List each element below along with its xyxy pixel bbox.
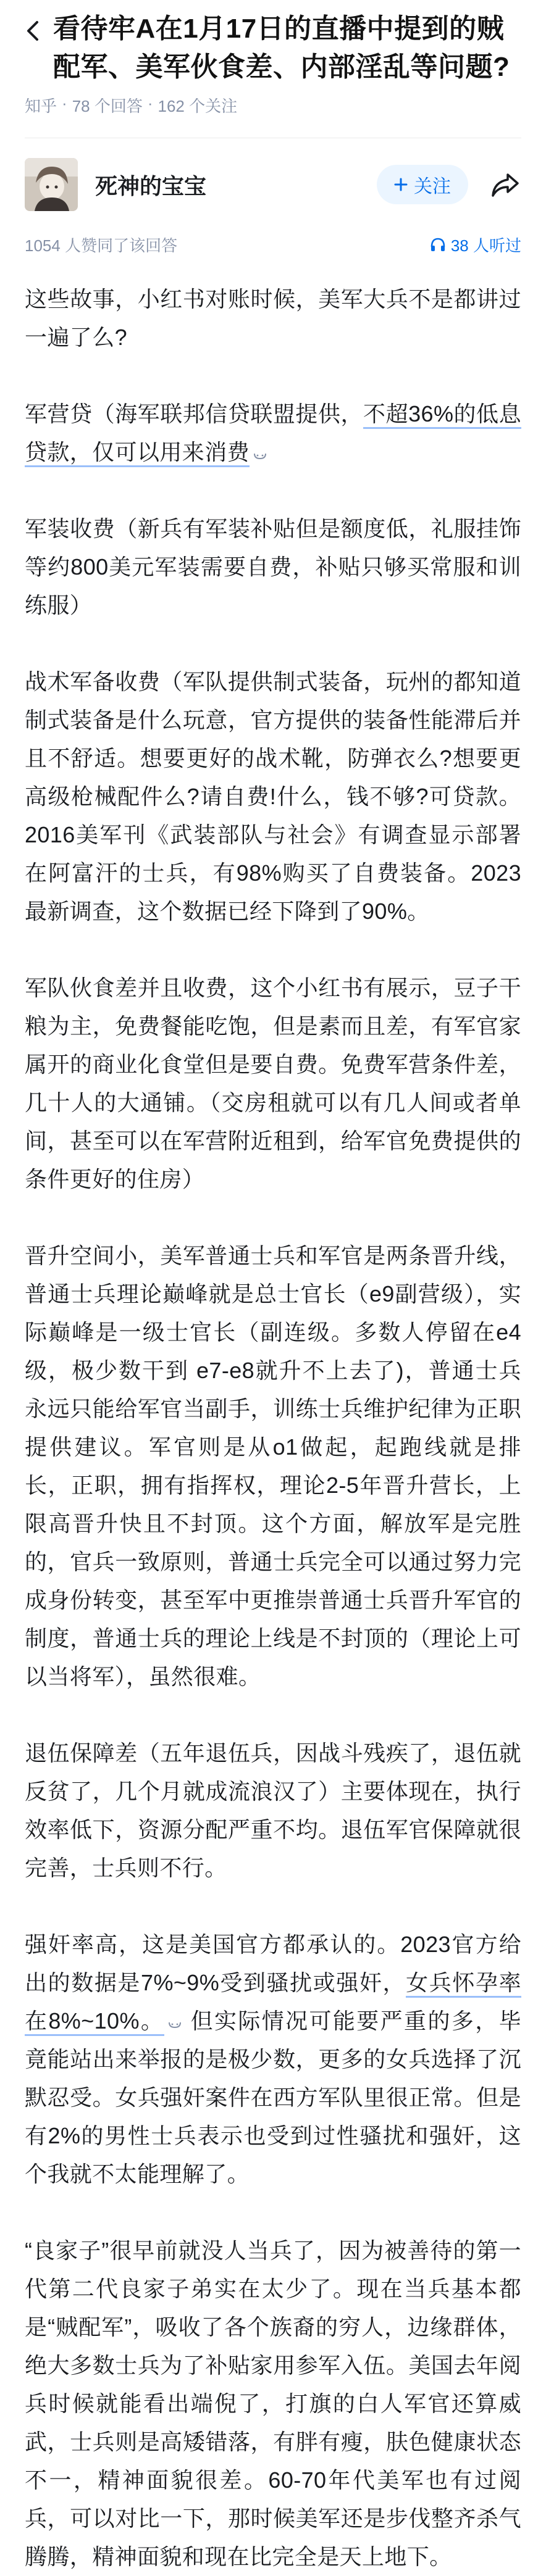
avatar-image-icon: [25, 158, 78, 211]
paragraph-3: 军装收费（新兵有军装补贴但是额度低，礼服挂饰等约800美元军装需要自费，补贴只够买常服和训练服）: [25, 516, 521, 618]
paragraph-6: 晋升空间小，美军普通士兵和军官是两条晋升线，普通士兵理论巅峰就是总士官长（e9副营级），实际巅峰是一级士官长（副连级。多数人停留在e4级，极少数干到 e7-e8就升不上去了)，普通士兵永远只能给军官当副手，训练士兵维护纪律为正职提供建议。军官则是从o1做起，起跑线就是排长，正职，拥有指挥权，理论2-5年晋升营长，上限高晋升快且不封顶。这个方面，解放军是完胜的，官兵一致原则，普通士兵完全可以通过努力完成身份转变，甚至军中更推崇普通士兵晋升军官的制度，普通士兵的理论上线是不封顶的（理论上可以当将军），虽然很难。: [25, 1243, 521, 1689]
paragraph-5: 军队伙食差并且收费，这个小红书有展示，豆子干粮为主，免费餐能吃饱，但是素而且差，有军官家属开的商业化食堂但是要自费。免费军营条件差，几十人的大通铺。（交房租就可以有几人间或者单间，甚至可以在军营附近租到，给军官免费提供的条件更好的住房）: [25, 975, 521, 1192]
paragraph-text: 强奸率高，这是美国官方都承认的。2023官方给出的数据是7%~9%受到骚扰或强奸，: [25, 1932, 521, 1995]
author-row: [0, 138, 546, 231]
plus-icon: [394, 178, 408, 191]
question-title[interactable]: 看待牢A在1月17日的直播中提到的贼配军、美军伙食差、内部淫乱等问题?: [53, 14, 510, 82]
answer-content: [0, 258, 546, 2576]
paragraph-4: 战术军备收费（军队提供制式装备，玩州的都知道制式装备是什么玩意，官方提供的装备性能滞后并且不舒适。想要更好的战术靴，防弹衣么?想要更高级枪械配件么?请自费!什么，钱不够?可贷款。2016美军刊《武装部队与社会》有调查显示部署在阿富汗的士兵，有98%购买了自费装备。2023最新调查，这个数据已经下降到了90%。: [25, 669, 521, 924]
meta-separator: ·: [62, 94, 67, 112]
follower-count: 162 个关注: [158, 97, 238, 115]
upvote-count: 1054 人赞同了该回答: [25, 236, 178, 255]
citation-icon[interactable]: [252, 450, 268, 461]
highlighted-text[interactable]: 不超36%的低息贷款，仅可以用来消费: [25, 401, 521, 467]
paragraph-2: [25, 395, 521, 472]
meta-separator: ·: [147, 94, 153, 112]
share-icon[interactable]: [489, 168, 521, 201]
chevron-left-icon[interactable]: [25, 19, 41, 43]
citation-icon[interactable]: [167, 2019, 183, 2030]
paragraph-text: 但实际情况可能要严重的多，毕竟能站出来举报的是极少数，更多的女兵选择了沉默忍受。女兵强奸案件在西方军队里很正常。但是有2%的男性士兵表示也受到过性骚扰和强奸，这个我就不太能理解了。: [25, 2008, 521, 2187]
paragraph-text: 军营贷（海军联邦信贷联盟提供，: [25, 401, 364, 426]
avatar[interactable]: [25, 158, 78, 211]
listener-count: 38 人听过: [450, 236, 521, 255]
highlighted-text[interactable]: 女兵怀孕率在8%~10%。: [25, 1970, 521, 2036]
paragraph-7: 退伍保障差（五年退伍兵，因战斗残疾了，退伍就反贫了，几个月就成流浪汉了）主要体现在，执行效率低下，资源分配严重不均。退伍军官保障就很完善，士兵则不行。: [25, 1740, 521, 1880]
paragraph-9: “良家子”很早前就没人当兵了，因为被善待的第一代第二代良家子弟实在太少了。现在当兵基本都是“贼配军”，吸收了各个族裔的穷人，边缘群体，绝大多数士兵为了补贴家用参军入伍。美国去年阅兵时候就能看出端倪了，打旗的白人军官还算威武，士兵则是高矮错落，有胖有瘦，肤色健康状态不一，精神面貌很差。60-70年代美军也有过阅兵，可以对比一下，那时候美军还是步伐整齐杀气腾腾，精神面貌和现在比完全是天上地下。: [25, 2238, 521, 2569]
author-name[interactable]: 死神的宝宝: [95, 173, 207, 199]
title-row: [25, 0, 521, 86]
listen-button[interactable]: [430, 233, 521, 256]
question-header: [0, 0, 546, 138]
headphones-icon: [430, 237, 446, 252]
answer-stats: [0, 231, 546, 258]
paragraph-8: [25, 1926, 521, 2193]
follow-button[interactable]: [377, 165, 468, 204]
source-label: 知乎: [25, 97, 57, 115]
follow-label: 关注: [414, 177, 451, 197]
paragraph-1: 这些故事，小红书对账时候，美军大兵不是都讲过一遍了么?: [25, 286, 521, 350]
question-meta: [25, 94, 521, 117]
answer-count[interactable]: 78 个回答: [72, 97, 143, 115]
